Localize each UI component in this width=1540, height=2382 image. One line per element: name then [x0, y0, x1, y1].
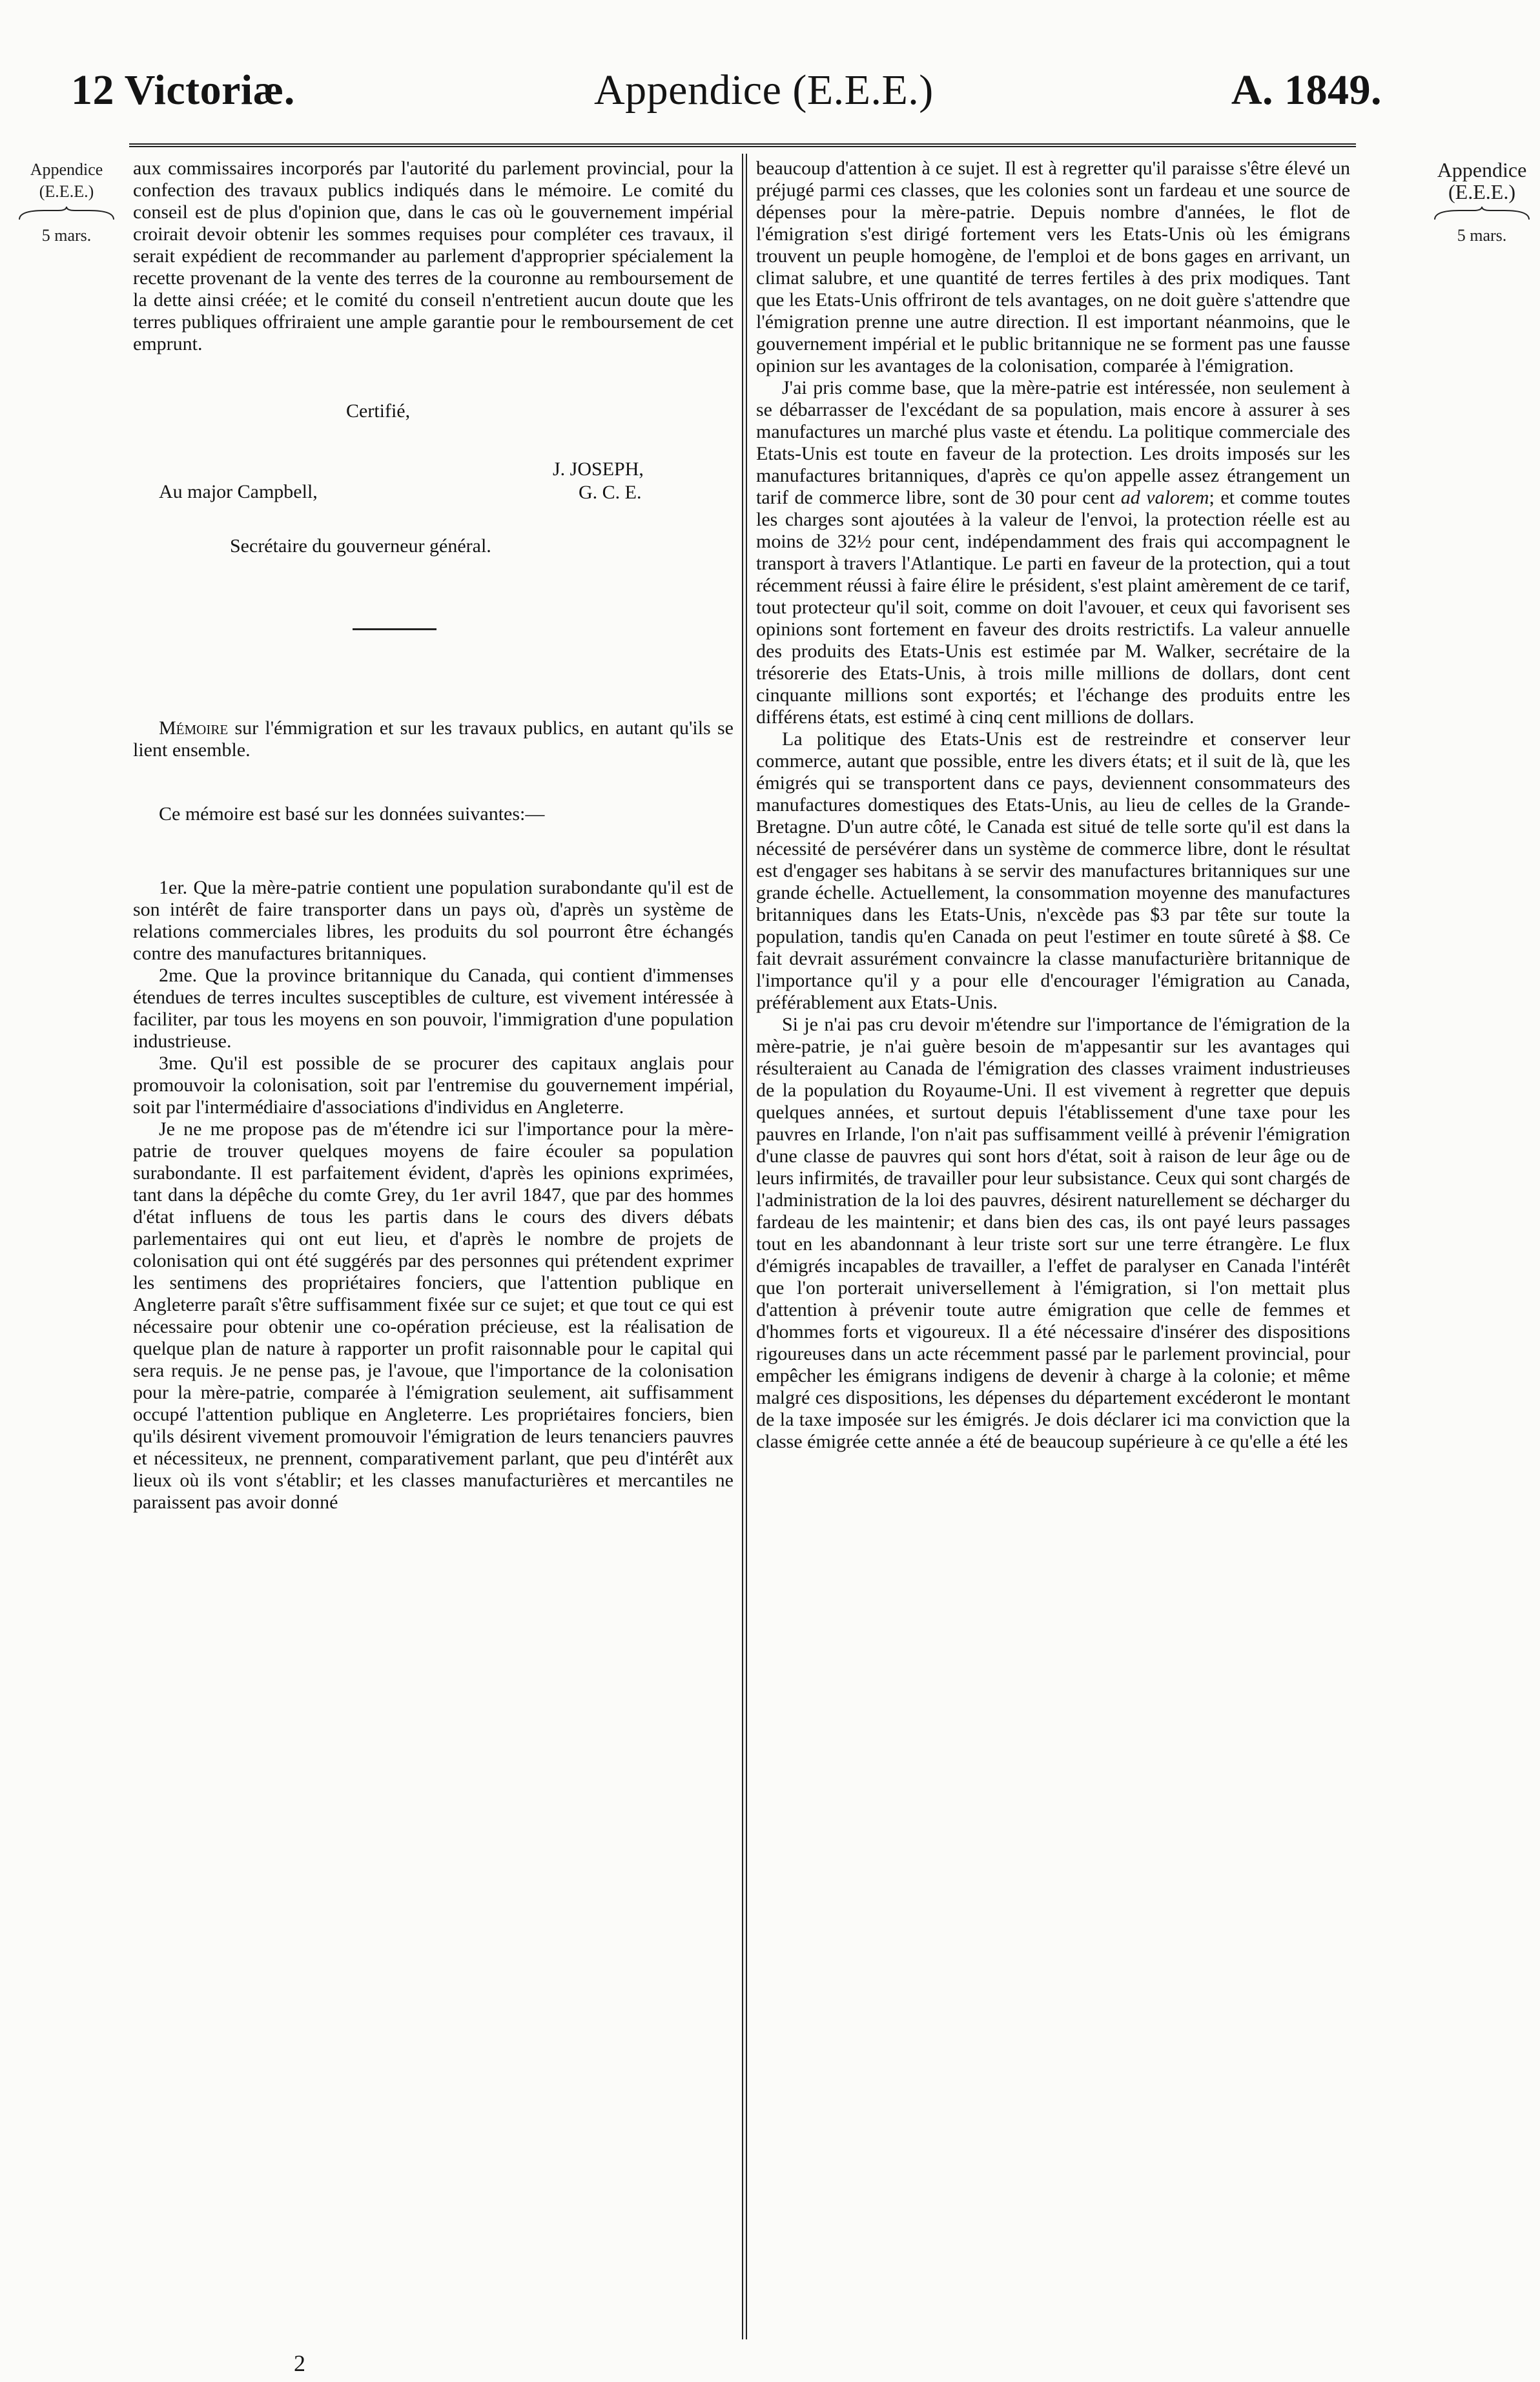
- latin-term: ad valorem: [1120, 487, 1209, 508]
- memoire-title: sur l'émmigration et sur les travaux publics, en autant qu'ils se lient ensemble.: [133, 717, 734, 761]
- premise-2: 2me. Que la province britannique du Canada, qui contient d'immenses étendues de terres incultes susceptibles de culture, est vivement intéressée à faciliter, par tous les moyens en son pouvoir, l'immigration d'une population industrieuse.: [133, 965, 734, 1052]
- memoire-heading: [133, 717, 734, 761]
- paragraph: Si je n'ai pas cru devoir m'étendre sur l'importance de l'émigration de la mère-patrie, je n'ai guère besoin de m'appesantir sur les avantages qui résulteraient au Canada de l'émigration des classes vraiment industrieuses de la population du Royaume-Uni. Il est vivement à regretter que depuis quelques années, et surtout depuis l'établissement d'une taxe pour les pauvres en Irlande, l'on n'ait pas suffisamment veillé à prévenir l'émigration d'une classe de pauvres qui sont hors d'état, soit à raison de leur âge ou de leurs infirmités, de travailler pour leur subsistance. Ceux qui sont chargés de l'administration de la loi des pauvres, désirent naturellement se décharger du fardeau de les maintenir; et dans bien des cas, ils ont payé leurs passages tout en les abandonnant à leur triste sort sur une terre étrangère. Le flux d'émigrés incapables de travailler, a l'effet de paralyser en Canada l'intérêt que l'on porterait universellement à l'émigration, si l'on mettait plus d'attention à prévenir toute autre émigration que celle de femmes et d'hommes forts et vigoureux. Il a été nécessaire d'insérer des dispositions rigoureuses dans un acte récemment passé par le parlement provincial, pour empêcher les émigrans indigens de devenir à charge à la colonie; et même malgré ces dispositions, les dépenses du département excéderont le montant de la taxe imposée sur les émigrés. Je dois déclarer ici ma conviction que la classe émigrée cette année a été de beaucoup supérieure à ce qu'elle a été les: [756, 1014, 1350, 1452]
- page-number: 2: [294, 2350, 305, 2376]
- margin-date: 5 mars.: [1457, 226, 1507, 245]
- running-header: [71, 59, 1382, 130]
- section-divider: [353, 628, 436, 630]
- memoire-label: Mémoire: [159, 717, 229, 739]
- paragraph: beaucoup d'attention à ce sujet. Il est à regretter qu'il paraisse s'être élevé un préjugé parmi ces classes, que les colonies sont un fardeau et une source de dépenses pour la mère-patrie. Depuis nombre d'années, le flot de l'émigration s'est dirigé fortement vers les Etats-Unis où les émigrans trouvent un peuple homogène, de l'emploi et de bons gages en arrivant, un climat salubre, et une quantité de terres fertiles à des prix modiques. Tant que les Etats-Unis offriront de tels avantages, on ne doit guère s'attendre que l'émigration prenne une autre direction. Il est important néanmoins, que le gouvernement impérial et le public britannique ne se forment pas une fausse opinion sur les avantages de la colonisation, comparée à l'émigration.: [756, 158, 1350, 376]
- paragraph: Je ne me propose pas de m'étendre ici sur l'importance pour la mère-patrie de trouver quelques moyens de faire écouler sa population surabondante. Il est parfaitement évident, d'après les opinions exprimées, tant dans la dépêche du comte Grey, du 1er avril 1847, que par des hommes d'état influens de tous les partis dans le cours des divers débats parlementaires qui ont eut lieu, et d'après le nombre de projets de colonisation qui ont été suggérés par des personnes qui prétendent exprimer les sentimens des propriétaires fonciers, que l'attention publique en Angleterre paraît s'être suffisamment fixée sur ce sujet; et que tout ce qui est nécessaire pour obtenir une co-opération précieuse, est la réalisation de quelque plan de nature à rapporter un profit raisonnable pour le capital qui sera requis. Je ne pense pas, je l'avoue, que l'importance de la colonisation pour la mère-patrie, comparée à l'émigration seulement, ait suffisamment occupé l'attention publique en Angleterre. Les propriétaires fonciers, bien qu'ils désirent vivement promouvoir l'émigration de leurs tenanciers pauvres et nécessiteux, ne prennent, comparativement parlant, que peu d'intérêt aux lieux où ils vont s'établir; et les classes manufacturières et mercantiles ne paraissent pas avoir donné: [133, 1118, 734, 1513]
- header-double-rule: [129, 143, 1356, 147]
- brace-icon: [1433, 207, 1530, 221]
- margin-appendix-label: Appendice: [30, 160, 103, 179]
- paragraph: La politique des Etats-Unis est de restreindre et conserver leur commerce, autant que possible, entre les divers états; et il suit de là, que les émigrés qui se transportent dans ce pays, deviennent consommateurs des manufactures domestiques des Etats-Unis, au lieu de celles de la Grande-Bretagne. D'un autre côté, le Canada est situé de telle sorte qu'il est dans la nécessité de persévérer dans un système de commerce libre, dont le résultat est d'engager ses habitans à se servir des manufactures britanniques sur une grande échelle. Actuellement, la consommation moyenne des manufactures britanniques dans les Etats-Unis, n'excède pas $3 par tête sur toute la population, tandis qu'en Canada on peut l'estimer en toute sûreté à $8. Ce fait devrait assurément convaincre la classe manufacturière britannique de l'importance qu'il y a pour elle d'encourager l'émigration au Canada, préférablement aux Etats-Unis.: [756, 728, 1350, 1013]
- memoire-intro: Ce mémoire est basé sur les données suivantes:—: [159, 803, 545, 825]
- header-session: 12 Victoriæ.: [71, 67, 295, 114]
- paragraph: [756, 377, 1350, 728]
- paragraph: aux commissaires incorporés par l'autorité du parlement provincial, pour la confection des travaux publics indiqués dans le mémoire. Le comité du conseil est de plus d'opinion que, dans le cas où le gouvernement impérial croirait devoir obtenir les sommes requises pour compléter ces travaux, il serait expédient de recommander au parlement d'approprier spécialement la recette provenant de la vente des terres de la couronne au remboursement de la dette ainsi créée; et le comité du conseil n'entretient aucun doute que les terres publiques offriraient une ample garantie pour le remboursement de cet emprunt.: [133, 158, 734, 354]
- margin-appendix-code: (E.E.E.): [39, 182, 94, 201]
- left-margin-note: [5, 159, 128, 247]
- header-appendix: Appendice (E.E.E.): [594, 67, 934, 114]
- paragraph-text: J'ai pris comme base, que la mère-patrie est intéressée, non seulement à se débarrasser de l'excédant de sa population, mais encore à assurer à ses manufactures un marché plus vaste et étendu. La politique commerciale des Etats-Unis est toute en faveur de la protection. Les droits imposés sur les manufactures britanniques, d'après ce qu'on appelle assez étrangement un tarif de commerce libre, sont de 30 pour cent: [756, 377, 1350, 508]
- header-year: A. 1849.: [1231, 67, 1382, 114]
- addressee: Au major Campbell,: [159, 481, 318, 502]
- left-column: [133, 158, 734, 1514]
- certification-label: Certifié,: [346, 400, 411, 422]
- margin-appendix-label: Appendice: [1437, 158, 1527, 181]
- addressee-title: Secrétaire du gouverneur général.: [230, 535, 491, 557]
- paragraph-text: ; et comme toutes les charges sont ajoutées à la valeur de l'envoi, la protection réelle est au moins de 32½ pour cent, indépendamment des frais qui accompagnent le transport à travers l'Atlantique. Le parti en faveur de la protection, qui a tout récemment réussi à faire élire le président, s'est plaint amèrement de ce tarif, tout protecteur qu'il soit, comme on doit l'avouer, et ceux qui favorisent ses opinions sont fortement en faveur des droits restrictifs. La valeur annuelle des produits des Etats-Unis est estimée par M. Walker, secrétaire de la trésorerie des Etats-Unis, à trois mille millions de dollars, dont cent cinquante millions sont exportés; et l'échange des produits entre les différens états, est estimé à cinq cent millions de dollars.: [756, 487, 1351, 728]
- right-column: [756, 158, 1350, 1453]
- brace-icon: [18, 207, 115, 221]
- margin-date: 5 mars.: [41, 226, 92, 245]
- premise-3: 3me. Qu'il est possible de se procurer des capitaux anglais pour promouvoir la colonisation, soit par l'entremise du gouvernement impérial, soit par l'intermédiaire d'associations d'individus en Angleterre.: [133, 1052, 734, 1118]
- signer-name: J. JOSEPH,: [553, 458, 644, 480]
- margin-appendix-code: (E.E.E.): [1448, 180, 1515, 203]
- premise-1: 1er. Que la mère-patrie contient une population surabondante qu'il est de son intérêt de faire transporter dans un pays où, d'après un système de relations commerciales libres, les produits du sol pourront être échangés contre des manufactures britanniques.: [133, 877, 734, 964]
- column-divider: [742, 154, 747, 2339]
- signer-title: G. C. E.: [579, 482, 642, 503]
- right-margin-note: [1424, 159, 1540, 247]
